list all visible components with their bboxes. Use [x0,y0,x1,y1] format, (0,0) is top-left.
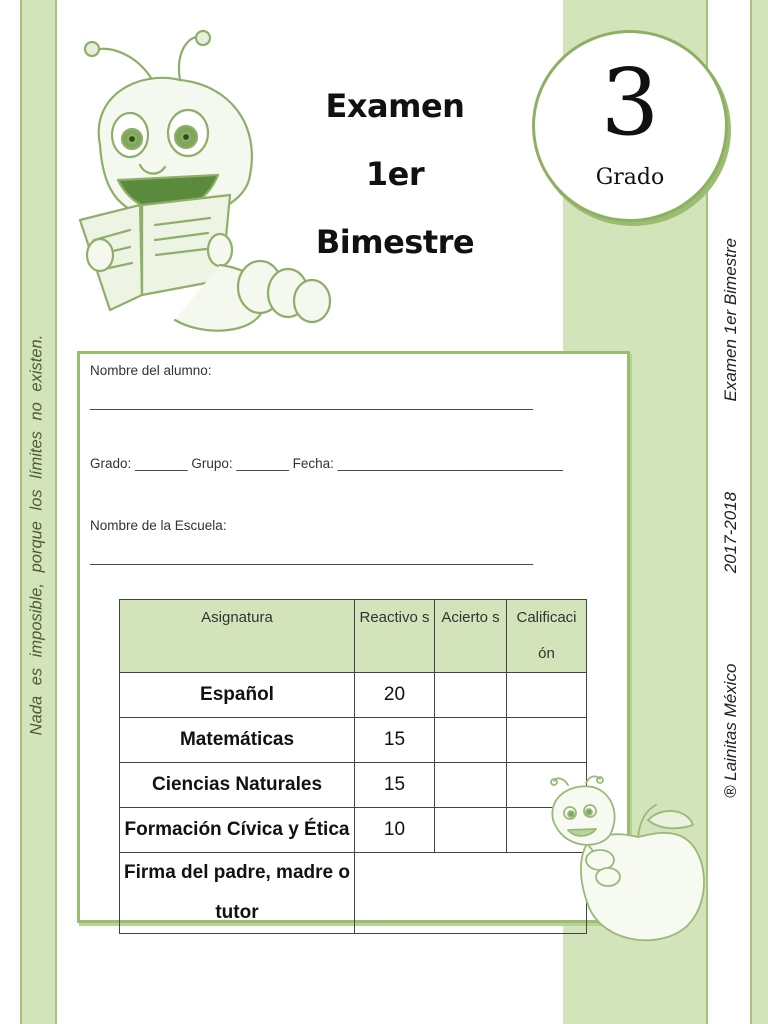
grade-number: 3 [600,49,660,156]
grado-grupo-fecha-field[interactable]: Grado: _______ Grupo: _______ Fecha: ______________________________ [90,456,563,471]
table-row [120,673,587,718]
credit-text: ® Lainitas México [721,663,740,798]
exam-title [300,72,490,276]
exam-text: Examen 1er Bimestre [721,238,740,402]
header-reactivos: Reactivo s [355,600,435,673]
signature-row [120,853,587,934]
student-name-field[interactable]: ___________________________________________________________ [90,395,533,410]
reactivos-cell: 20 [355,673,435,718]
subject-cell: Ciencias Naturales [120,763,355,808]
reactivos-cell: 15 [355,718,435,763]
aciertos-cell[interactable] [435,718,507,763]
aciertos-cell[interactable] [435,808,507,853]
table-row [120,718,587,763]
title-line-3: Bimestre [315,223,475,261]
subject-cell: Español [120,673,355,718]
table-row [120,808,587,853]
worm-with-apple-icon [548,775,713,950]
header-aciertos: Acierto s [435,600,507,673]
reactivos-cell: 15 [355,763,435,808]
year-text: 2017-2018 [721,491,740,574]
motto-text: Nada es imposible, porque los límites no existen. [27,334,46,736]
header-asignatura: Asignatura [120,600,355,673]
reactivos-cell: 10 [355,808,435,853]
subject-cell: Matemáticas [120,718,355,763]
title-line-2: 1er [365,155,425,193]
aciertos-cell[interactable] [435,763,507,808]
grades-table [119,599,587,934]
grade-badge [532,30,728,222]
side-credit [721,238,741,798]
title-line-1: Examen [325,87,465,125]
table-row [120,763,587,808]
school-name-field[interactable]: ___________________________________________________________ [90,550,533,565]
student-name-label: Nombre del alumno: [90,363,212,378]
calificacion-cell[interactable] [507,718,587,763]
calificacion-cell[interactable] [507,673,587,718]
aciertos-cell[interactable] [435,673,507,718]
header-calificacion: Calificaci ón [507,600,587,673]
signature-label: Firma del padre, madre o tutor [120,853,355,934]
grade-label: Grado [595,165,665,190]
subject-cell: Formación Cívica y Ética [120,808,355,853]
table-header-row [120,600,587,673]
right-edge-strip [750,0,768,1024]
school-name-label: Nombre de la Escuela: [90,518,227,533]
